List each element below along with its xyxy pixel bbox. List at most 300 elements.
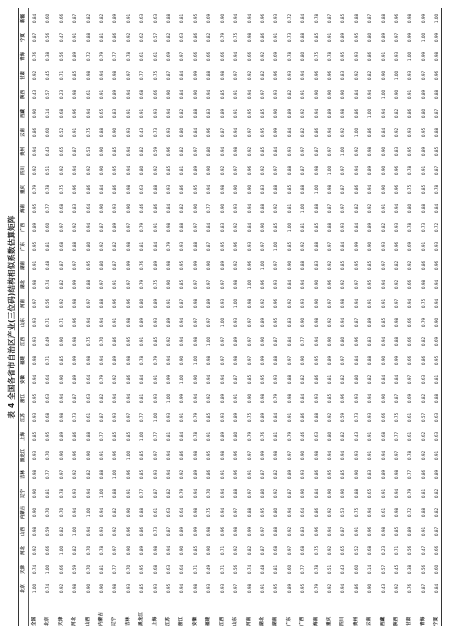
matrix-cell: 0.85 [139,583,145,594]
matrix-cell: 0.77 [393,431,399,442]
matrix-cell: 0.92 [259,298,265,309]
matrix-cell: 0.89 [32,222,37,233]
matrix-cell: 0.90 [286,260,292,271]
matrix-cell: 0.77 [45,203,51,214]
matrix-cell: 0.69 [166,51,172,62]
matrix-cell: 0.53 [85,146,91,157]
matrix-cell: 0.93 [273,13,279,24]
matrix-cell: 0.81 [273,564,279,575]
matrix-cell: 0.83 [367,469,373,480]
matrix-cell: 0.79 [99,374,105,385]
matrix-cell: 0.93 [407,70,413,81]
matrix-cell: 0.93 [166,184,172,195]
matrix-cell: 0.84 [434,203,440,214]
matrix-cell: 0.97 [152,450,158,461]
matrix-cell: 0.90 [246,184,252,195]
matrix-cell: 0.94 [125,393,131,404]
matrix-cell: 0.92 [259,165,265,176]
matrix-cell: 0.43 [45,146,51,157]
matrix-cell: 0.95 [32,393,37,404]
matrix-cell: 0.98 [233,279,239,290]
matrix-cell: 0.97 [259,241,265,252]
matrix-cell: 0.82 [85,13,91,24]
matrix-cell: 0.96 [259,279,265,290]
matrix-cell: 0.92 [125,32,131,43]
matrix-cell: 0.92 [32,70,37,81]
matrix-cell: 0.72 [434,222,440,233]
matrix-cell: 0.93 [393,51,399,62]
matrix-cell: 0.94 [179,336,185,347]
column-header: 贵州 [21,147,26,156]
matrix-cell: 0.82 [273,469,279,480]
matrix-cell: 0.92 [273,203,279,214]
matrix-cell: 0.59 [340,412,346,423]
row-label: 吉林 [125,616,131,626]
matrix-cell: 0.90 [179,545,185,556]
matrix-cell: 0.68 [58,108,64,119]
matrix-cell: 0.99 [72,279,78,290]
matrix-cell: 0.98 [125,184,131,195]
matrix-cell: 0.90 [32,488,37,499]
matrix-cell: 0.98 [112,583,118,594]
matrix-cell: 0.82 [286,89,292,100]
matrix-cell: 0.99 [246,526,252,537]
matrix-cell: 0.64 [45,374,51,385]
matrix-cell: 1.00 [206,336,212,347]
matrix-cell: 0.94 [313,336,319,347]
matrix-cell: 0.77 [407,469,413,480]
matrix-cell: 0.68 [273,545,279,556]
matrix-cell: 0.98 [219,450,225,461]
matrix-cell: 0.85 [112,146,118,157]
matrix-cell: 0.94 [326,526,332,537]
matrix-cell: 0.97 [286,450,292,461]
matrix-cell: 0.95 [139,564,145,575]
matrix-cell: 0.85 [166,165,172,176]
matrix-cell: 0.82 [179,108,185,119]
matrix-cell: 0.94 [380,279,386,290]
matrix-cell: 0.83 [259,184,265,195]
matrix-cell: 0.85 [72,70,78,81]
matrix-cell: 0.91 [407,89,413,100]
matrix-cell: 0.73 [353,412,359,423]
matrix-cell: 0.95 [300,583,306,594]
matrix-cell: 0.14 [367,564,373,575]
matrix-cell: 0.92 [233,545,239,556]
matrix-cell: 0.91 [139,108,145,119]
matrix-cell: 0.97 [32,298,37,309]
matrix-cell: 0.87 [72,146,78,157]
matrix-cell: 0.93 [286,70,292,81]
matrix-cell: 0.64 [85,203,91,214]
matrix-cell: 0.93 [219,583,225,594]
matrix-cell: 0.23 [58,89,64,100]
matrix-cell: 0.82 [58,279,64,290]
row-label: 广西 [300,616,306,626]
matrix-cell: 0.90 [353,469,359,480]
matrix-cell: 0.77 [300,564,306,575]
matrix-cell: 0.92 [112,526,118,537]
matrix-cell: 0.82 [434,507,440,518]
matrix-cell: 0.85 [393,526,399,537]
matrix-cell: 0.88 [434,89,440,100]
column-header: 陕西 [21,90,26,99]
matrix-cell: 0.92 [273,488,279,499]
matrix-cell: 0.98 [192,336,198,347]
matrix-cell: 0.93 [273,374,279,385]
matrix-cell: 0.75 [206,507,212,518]
matrix-cell: 0.85 [367,260,373,271]
row-label: 全国 [32,616,37,626]
matrix-cell: 1.00 [152,412,158,423]
matrix-cell: 0.86 [206,469,212,480]
matrix-cell: 0.94 [353,298,359,309]
matrix-cell: 0.86 [420,469,426,480]
row-label: 云南 [367,616,373,626]
matrix-cell: 0.84 [353,222,359,233]
matrix-cell: 0.84 [166,203,172,214]
matrix-cell: 0.92 [326,260,332,271]
row-label: 福建 [206,616,212,626]
matrix-cell: 0.94 [166,450,172,461]
matrix-cell: 0.63 [166,507,172,518]
matrix-cell: 0.89 [139,317,145,328]
matrix-cell: 0.68 [367,545,373,556]
matrix-cell: 0.93 [32,450,37,461]
matrix-cell: 0.94 [340,583,346,594]
matrix-cell: 0.89 [340,32,346,43]
matrix-cell: 0.92 [286,526,292,537]
matrix-cell: 0.89 [380,32,386,43]
matrix-cell: 0.94 [353,165,359,176]
matrix-cell: 1.00 [420,32,426,43]
matrix-cell: 0.97 [58,222,64,233]
column-header: 吉林 [21,470,26,479]
matrix-cell: 1.00 [58,545,64,556]
matrix-cell: 0.80 [326,431,332,442]
matrix-cell: 0.88 [353,13,359,24]
matrix-cell: 0.88 [434,127,440,138]
matrix-cell: 0.90 [206,260,212,271]
matrix-cell: 0.84 [246,222,252,233]
matrix-cell: 0.80 [139,165,145,176]
matrix-cell: 0.95 [434,355,440,366]
matrix-cell: 0.89 [420,89,426,100]
matrix-cell: 0.87 [367,13,373,24]
matrix-cell: 0.99 [259,355,265,366]
matrix-cell: 0.86 [112,184,118,195]
matrix-cell: 0.86 [313,374,319,385]
matrix-cell: 0.94 [219,146,225,157]
matrix-cell: 0.88 [353,488,359,499]
matrix-cell: 0.77 [139,488,145,499]
matrix-cell: 0.57 [45,89,51,100]
matrix-cell: 0.85 [58,355,64,366]
matrix-cell: 0.90 [380,184,386,195]
matrix-cell: 0.94 [367,507,373,518]
matrix-cell: 0.83 [72,203,78,214]
row-label: 内蒙古 [99,612,105,626]
matrix-cell: 0.80 [367,32,373,43]
matrix-cell: 0.93 [72,488,78,499]
matrix-cell: 0.89 [380,469,386,480]
matrix-cell: 0.98 [326,184,332,195]
matrix-cell: 0.14 [45,108,51,119]
matrix-cell: 0.99 [259,450,265,461]
matrix-cell: 0.74 [32,564,37,575]
matrix-cell: 0.95 [340,51,346,62]
matrix-cell: 0.89 [286,469,292,480]
matrix-cell: 0.94 [313,108,319,119]
matrix-cell: 0.97 [192,317,198,328]
matrix-cell: 0.81 [273,431,279,442]
matrix-cell: 0.95 [420,127,426,138]
matrix-cell: 0.90 [259,336,265,347]
matrix-cell: 0.98 [72,298,78,309]
matrix-cell: 0.91 [32,260,37,271]
matrix-cell: 0.96 [393,241,399,252]
matrix-cell: 0.90 [340,488,346,499]
column-header: 辽宁 [21,489,26,498]
matrix-cell: 1.00 [166,393,172,404]
matrix-cell: 1.00 [246,279,252,290]
matrix-cell: 0.94 [326,450,332,461]
matrix-cell: 0.90 [313,89,319,100]
column-header: 西藏 [21,109,26,118]
matrix-cell: 0.98 [85,355,91,366]
matrix-cell: 0.98 [233,526,239,537]
matrix-cell: 0.83 [367,336,373,347]
matrix-cell: 0.95 [326,469,332,480]
matrix-cell: 0.56 [233,564,239,575]
matrix-cell: 0.88 [420,203,426,214]
matrix-cell: 0.74 [246,564,252,575]
row-label: 广东 [286,616,292,626]
matrix-cell: 0.93 [152,393,158,404]
matrix-cell: 0.93 [300,298,306,309]
matrix-cell: 0.96 [326,70,332,81]
matrix-cell: 0.71 [219,545,225,556]
matrix-cell: 0.85 [259,108,265,119]
matrix-cell: 0.79 [219,32,225,43]
matrix-cell: 0.71 [45,317,51,328]
matrix-cell: 0.81 [166,431,172,442]
matrix-cell: 0.57 [152,32,158,43]
matrix-cell: 0.87 [313,146,319,157]
matrix-cell: 0.65 [340,545,346,556]
matrix-cell: 0.77 [139,412,145,423]
matrix-cell: 0.92 [58,583,64,594]
matrix-cell: 0.94 [125,165,131,176]
matrix-cell: 0.68 [45,412,51,423]
matrix-cell: 0.96 [434,70,440,81]
matrix-cell: 1.00 [99,488,105,499]
matrix-cell: 0.91 [367,431,373,442]
matrix-cell: 0.75 [313,51,319,62]
matrix-cell: 0.86 [179,184,185,195]
matrix-cell: 0.98 [166,222,172,233]
matrix-cell: 0.83 [219,222,225,233]
matrix-cell: 0.97 [246,355,252,366]
matrix-cell: 0.92 [219,165,225,176]
matrix-cell: 0.87 [434,108,440,119]
matrix-cell: 0.98 [340,108,346,119]
matrix-cell: 0.78 [58,488,64,499]
matrix-cell: 0.87 [259,469,265,480]
matrix-cell: 0.95 [259,127,265,138]
matrix-cell: 0.76 [407,583,413,594]
matrix-cell: 0.88 [259,203,265,214]
matrix-cell: 0.94 [407,298,413,309]
matrix-cell: 0.97 [273,165,279,176]
matrix-cell: 0.96 [166,146,172,157]
matrix-cell: 0.91 [139,336,145,347]
matrix-cell: 0.92 [166,336,172,347]
matrix-cell: 0.82 [367,374,373,385]
matrix-cell: 0.93 [125,583,131,594]
matrix-cell: 0.81 [139,241,145,252]
matrix-cell: 0.85 [420,184,426,195]
matrix-cell: 0.82 [340,374,346,385]
matrix-cell: 0.63 [420,374,426,385]
matrix-cell: 0.88 [139,507,145,518]
matrix-cell: 0.82 [179,203,185,214]
matrix-cell: 0.94 [85,526,91,537]
matrix-cell: 0.84 [192,127,198,138]
matrix-cell: 0.93 [313,393,319,404]
matrix-cell: 0.94 [380,336,386,347]
matrix-cell: 0.53 [340,507,346,518]
matrix-cell: 0.90 [380,146,386,157]
matrix-cell: 0.90 [367,583,373,594]
matrix-cell: 0.87 [99,412,105,423]
matrix-cell: 0.92 [420,450,426,461]
matrix-cell: 0.90 [313,279,319,290]
matrix-cell: 0.66 [380,412,386,423]
matrix-cell: 0.96 [326,279,332,290]
matrix-cell: 0.91 [367,298,373,309]
matrix-cell: 0.85 [340,469,346,480]
matrix-cell: 0.99 [434,32,440,43]
matrix-cell: 0.59 [72,564,78,575]
matrix-cell: 0.85 [313,222,319,233]
matrix-cell: 0.93 [273,89,279,100]
matrix-cell: 0.88 [273,526,279,537]
matrix-cell: 0.85 [219,89,225,100]
matrix-cell: 0.90 [326,89,332,100]
matrix-cell: 0.92 [246,70,252,81]
matrix-cell: 0.91 [420,526,426,537]
table-caption: 表 4 全国各省市自治区产业(三位码)结构相似系数估算矩阵 [7,215,16,419]
matrix-cell: 0.87 [393,393,399,404]
matrix-cell: 0.84 [353,355,359,366]
matrix-cell: 0.94 [85,488,91,499]
matrix-cell: 0.97 [246,336,252,347]
matrix-cell: 0.82 [300,127,306,138]
matrix-cell: 1.00 [85,507,91,518]
matrix-cell: 0.96 [125,469,131,480]
column-header: 江苏 [21,413,26,422]
matrix-cell: 0.85 [273,222,279,233]
matrix-cell: 0.88 [313,203,319,214]
matrix-cell: 0.92 [326,507,332,518]
matrix-cell: 0.88 [300,184,306,195]
matrix-cell: 0.97 [125,412,131,423]
matrix-cell: 0.78 [286,51,292,62]
matrix-cell: 0.87 [300,165,306,176]
matrix-cell: 0.91 [259,583,265,594]
matrix-cell: 0.72 [407,507,413,518]
matrix-cell: 0.97 [125,222,131,233]
matrix-cell: 0.90 [259,222,265,233]
matrix-cell: 0.61 [85,412,91,423]
column-header: 青海 [21,52,26,61]
matrix-cell: 0.91 [300,89,306,100]
matrix-cell: 0.94 [32,146,37,157]
matrix-cell: 0.98 [340,298,346,309]
matrix-cell: 0.92 [326,412,332,423]
matrix-cell: 0.86 [72,431,78,442]
matrix-cell: 1.00 [72,526,78,537]
matrix-cell: 0.79 [152,355,158,366]
matrix-cell: 0.96 [246,165,252,176]
matrix-cell: 0.88 [246,507,252,518]
matrix-cell: 0.94 [166,469,172,480]
matrix-cell: 0.92 [326,545,332,556]
matrix-cell: 0.88 [192,108,198,119]
matrix-cell: 1.00 [179,374,185,385]
matrix-cell: 0.90 [58,374,64,385]
matrix-cell: 0.81 [434,374,440,385]
column-header: 天津 [21,565,26,574]
matrix-cell: 0.85 [139,469,145,480]
matrix-cell: 0.98 [393,469,399,480]
matrix-cell: 1.00 [273,241,279,252]
matrix-cell: 0.97 [233,165,239,176]
matrix-cell: 0.61 [152,51,158,62]
matrix-cell: 0.65 [58,146,64,157]
row-label: 山西 [85,616,91,626]
matrix-cell: 0.76 [259,431,265,442]
matrix-cell: 0.93 [32,336,37,347]
matrix-cell: 0.95 [246,108,252,119]
matrix-cell: 0.97 [273,260,279,271]
matrix-cell: 0.88 [112,488,118,499]
matrix-cell: 0.77 [112,564,118,575]
matrix-cell: 0.90 [99,146,105,157]
matrix-cell: 0.95 [219,241,225,252]
matrix-cell: 0.95 [32,203,37,214]
matrix-cell: 0.86 [313,507,319,518]
matrix-cell: 0.90 [192,203,198,214]
matrix-cell: 0.89 [166,317,172,328]
matrix-cell: 0.88 [85,279,91,290]
column-header: 山西 [21,527,26,536]
matrix-cell: 0.43 [353,431,359,442]
matrix-cell: 1.00 [313,184,319,195]
matrix-cell: 0.82 [434,488,440,499]
matrix-cell: 0.90 [273,108,279,119]
matrix-cell: 0.99 [72,355,78,366]
matrix-cell: 0.94 [99,355,105,366]
matrix-cell: 0.78 [407,222,413,233]
matrix-cell: 0.56 [45,298,51,309]
column-header: 新疆 [21,14,26,23]
matrix-cell: 0.52 [58,127,64,138]
matrix-cell: 0.71 [219,564,225,575]
matrix-cell: 0.84 [380,127,386,138]
matrix-cell: 0.94 [367,393,373,404]
